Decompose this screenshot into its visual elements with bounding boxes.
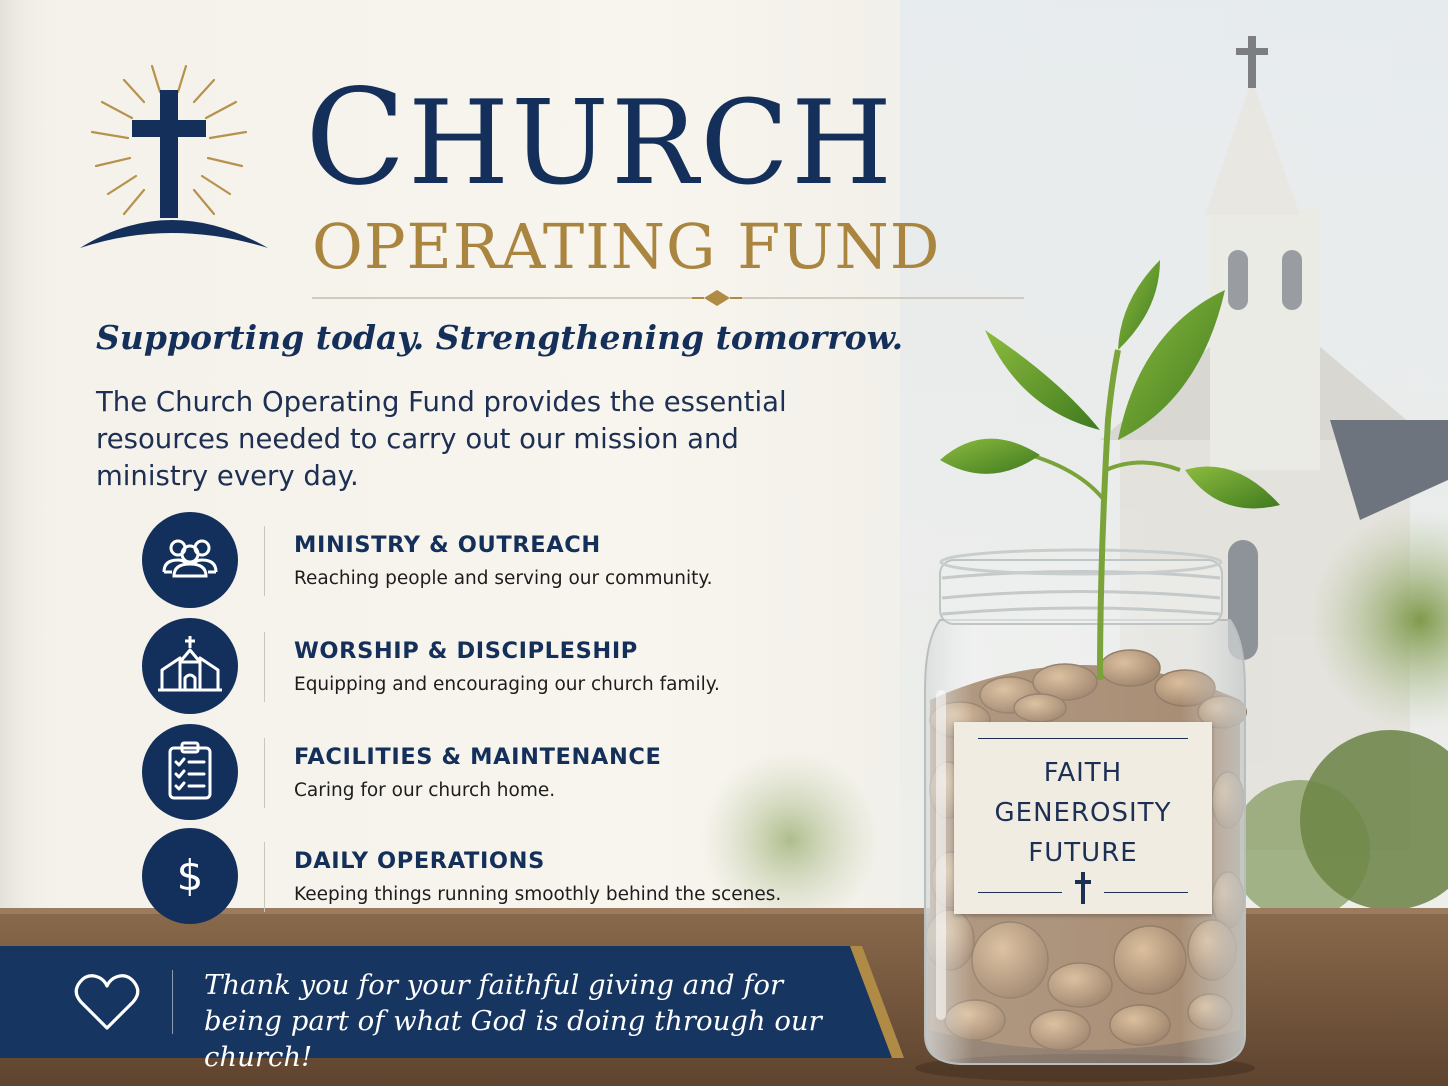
item-heading: FACILITIES & MAINTENANCE <box>294 744 662 770</box>
label-line-generosity: GENEROSITY <box>994 798 1172 828</box>
small-cross-icon <box>1073 870 1093 906</box>
label-bottom-line-right <box>1104 892 1188 893</box>
title-divider <box>312 286 1024 310</box>
item-separator <box>264 842 265 912</box>
svg-text:$: $ <box>176 851 204 900</box>
item-heading: WORSHIP & DISCIPLESHIP <box>294 638 638 664</box>
label-line-future: FUTURE <box>1028 838 1138 868</box>
dollar-icon <box>142 828 238 924</box>
cross-logo-icon <box>72 62 272 257</box>
list-item-operations <box>142 828 862 924</box>
page-subtitle: OPERATING FUND <box>312 210 941 283</box>
banner-separator <box>172 970 173 1034</box>
item-description: Reaching people and serving our community. <box>294 568 713 589</box>
tagline: Supporting today. Strengthening tomorrow. <box>96 318 904 357</box>
people-icon <box>142 512 238 608</box>
jar-label <box>954 722 1212 914</box>
item-description: Keeping things running smoothly behind the scenes. <box>294 884 782 905</box>
label-top-line <box>978 738 1188 739</box>
church-icon <box>142 618 238 714</box>
list-item-worship <box>142 618 862 714</box>
intro-text: The Church Operating Fund provides the essential resources needed to carry out our mission and ministry every day. <box>96 386 787 492</box>
heart-icon <box>74 972 140 1032</box>
clipboard-icon <box>142 724 238 820</box>
item-separator <box>264 526 265 596</box>
page-title <box>305 61 895 215</box>
item-separator <box>264 632 265 702</box>
item-description: Equipping and encouraging our church family. <box>294 674 720 695</box>
item-separator <box>264 738 265 808</box>
list-item-facilities <box>142 724 862 820</box>
label-line-faith: FAITH <box>1043 758 1123 788</box>
item-heading: MINISTRY & OUTREACH <box>294 532 601 558</box>
list-item-ministry <box>142 512 862 608</box>
label-bottom-line-left <box>978 892 1062 893</box>
item-heading: DAILY OPERATIONS <box>294 848 545 874</box>
title-rest: HURCH <box>408 76 895 211</box>
item-description: Caring for our church home. <box>294 780 556 801</box>
footer-message: Thank you for your faithful giving and for being part of what God is doing through our church! <box>204 969 822 1073</box>
title-first-letter: C <box>305 61 408 215</box>
